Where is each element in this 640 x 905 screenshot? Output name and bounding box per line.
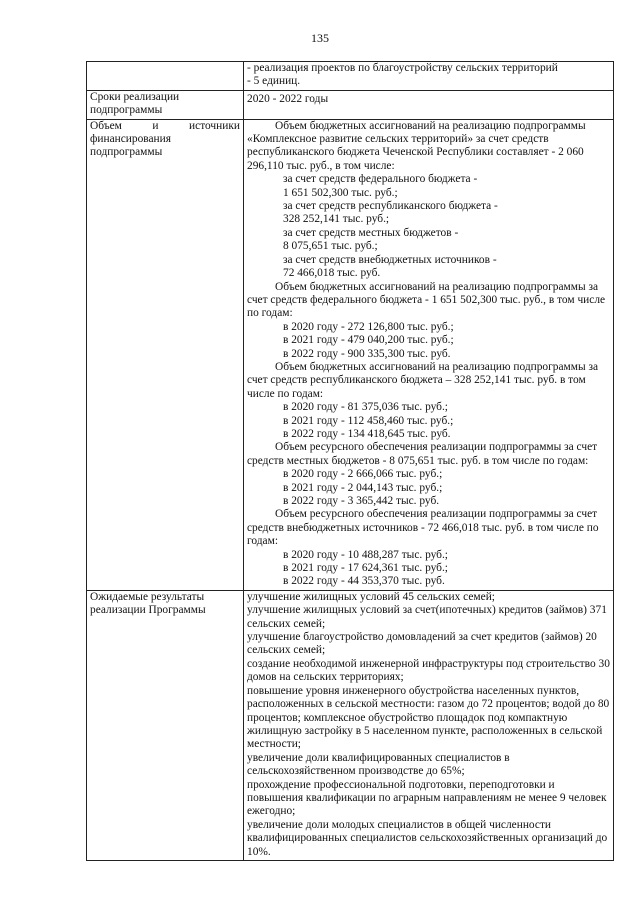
funding-source-line: 72 466,018 тыс. руб. — [283, 267, 381, 280]
republic-budget-paragraph: Объем бюджетных ассигнований на реализацию подпрограммы за счет средств республиканского бюджета – 328 252,141 тыс. руб. в том числе по годам: — [247, 360, 599, 400]
funding-source-line: за счет средств республиканского бюджета - — [283, 200, 498, 213]
row-label-timeline — [87, 90, 244, 119]
label-line: подпрограммы — [90, 104, 163, 117]
result-item: улучшение жилищных условий 45 сельских семей; — [247, 590, 495, 603]
result-item: создание необходимой инженерной инфраструктуры под строительство 30 домов на сельских территориях; — [247, 657, 610, 684]
republic-year-line: в 2021 году - 112 458,460 тыс. руб.; — [283, 414, 454, 427]
extrabudget-year-line: в 2020 году - 10 488,287 тыс. руб.; — [283, 548, 448, 561]
funding-source-line: за счет средств внебюджетных источников - — [283, 253, 497, 266]
federal-budget-paragraph: Объем бюджетных ассигнований на реализацию подпрограммы за счет средств федерального бюджета - 1 651 502,300 тыс. руб., в том числе по годам: — [247, 280, 606, 320]
funding-source-line: 8 075,651 тыс. руб.; — [283, 240, 378, 253]
result-item: повышение уровня инженерного обустройства населенных пунктов, расположенных в сельской местности: газом до 72 процентов; водой до 80 процентов; комплексное обустройство площадок под компактную жилищную застройку в 5 населенном пункте, расположенных в сельской местности; — [247, 684, 610, 751]
funding-source-line: 328 252,141 тыс. руб.; — [283, 213, 390, 226]
list-item: - 5 единиц. — [247, 75, 301, 88]
extrabudget-paragraph: Объем ресурсного обеспечения реализации подпрограммы за счет средств внебюджетных источников - 72 466,018 тыс. руб. в том числе по годам: — [247, 508, 599, 548]
extrabudget-year-line: в 2022 году - 44 353,370 тыс. руб. — [283, 575, 445, 588]
table-row — [87, 62, 614, 91]
federal-year-line: в 2022 году - 900 335,300 тыс. руб. — [283, 347, 451, 360]
funding-source-line: за счет средств местных бюджетов - — [283, 226, 459, 239]
page-number: 135 — [311, 31, 329, 45]
result-item: увеличение доли квалифицированных специалистов в сельскохозяйственном производстве до 65%; — [247, 751, 510, 778]
funding-total-paragraph: Объем бюджетных ассигнований на реализацию подпрограммы «Комплексное развитие сельских территорий» за счет средств республиканского бюджета Чеченской Республики составляет - 2 060 296,110 тыс. руб., в том числе: — [247, 119, 586, 172]
label-line: Объем и источники — [90, 119, 240, 132]
label-line: финансирования — [90, 133, 171, 146]
result-item: улучшение жилищных условий за счет(ипотечных) кредитов (займов) 371 сельских семей; — [247, 604, 607, 630]
result-item: увеличение доли молодых специалистов в общей численности квалифицированных специалистов сельскохозяйственных организаций до 10%. — [247, 818, 608, 858]
row-label-funding — [87, 119, 244, 590]
row-value — [244, 62, 614, 91]
local-year-line: в 2021 году - 2 044,143 тыс. руб.; — [283, 481, 443, 494]
republic-year-line: в 2020 году - 81 375,036 тыс. руб.; — [283, 401, 448, 414]
label-line: Ожидаемые результаты — [90, 590, 205, 603]
result-item: прохождение профессиональной подготовки, переподготовки и повышения квалификации по аграрным направлениям не менее 9 человек ежегодно; — [247, 778, 607, 818]
passport-table — [86, 61, 614, 861]
extrabudget-year-line: в 2021 году - 17 624,361 тыс. руб.; — [283, 562, 448, 575]
timeline-value: 2020 - 2022 годы — [247, 92, 329, 105]
table-row — [87, 119, 614, 590]
row-label-empty — [87, 62, 244, 91]
funding-source-line: за счет средств федерального бюджета - — [283, 173, 478, 186]
label-line: реализации Программы — [90, 604, 206, 617]
label-line: Сроки реализации — [90, 90, 180, 103]
federal-year-line: в 2020 году - 272 126,800 тыс. руб.; — [283, 320, 454, 333]
label-line: подпрограммы — [90, 146, 163, 159]
federal-year-line: в 2021 году - 479 040,200 тыс. руб.; — [283, 334, 454, 347]
local-year-line: в 2022 году - 3 365,442 тыс. руб. — [283, 495, 440, 507]
row-value-results — [244, 590, 614, 860]
result-item: улучшение благоустройство домовладений за счет кредитов (займов) 20 сельских семей; — [247, 631, 597, 657]
funding-source-line: 1 651 502,300 тыс. руб.; — [283, 186, 398, 199]
row-value-funding — [244, 119, 614, 590]
table-row — [87, 590, 614, 860]
row-label-results — [87, 590, 244, 860]
row-value-timeline — [244, 90, 614, 119]
local-budget-paragraph: Объем ресурсного обеспечения реализации подпрограммы за счет средств местных бюджетов - 8 075,651 тыс. руб. в том числе по годам: — [247, 441, 598, 467]
list-item: - реализация проектов по благоустройству сельских территорий — [247, 62, 558, 74]
table-row — [87, 90, 614, 119]
local-year-line: в 2020 году - 2 666,066 тыс. руб.; — [283, 468, 443, 481]
republic-year-line: в 2022 году - 134 418,645 тыс. руб. — [283, 427, 451, 440]
